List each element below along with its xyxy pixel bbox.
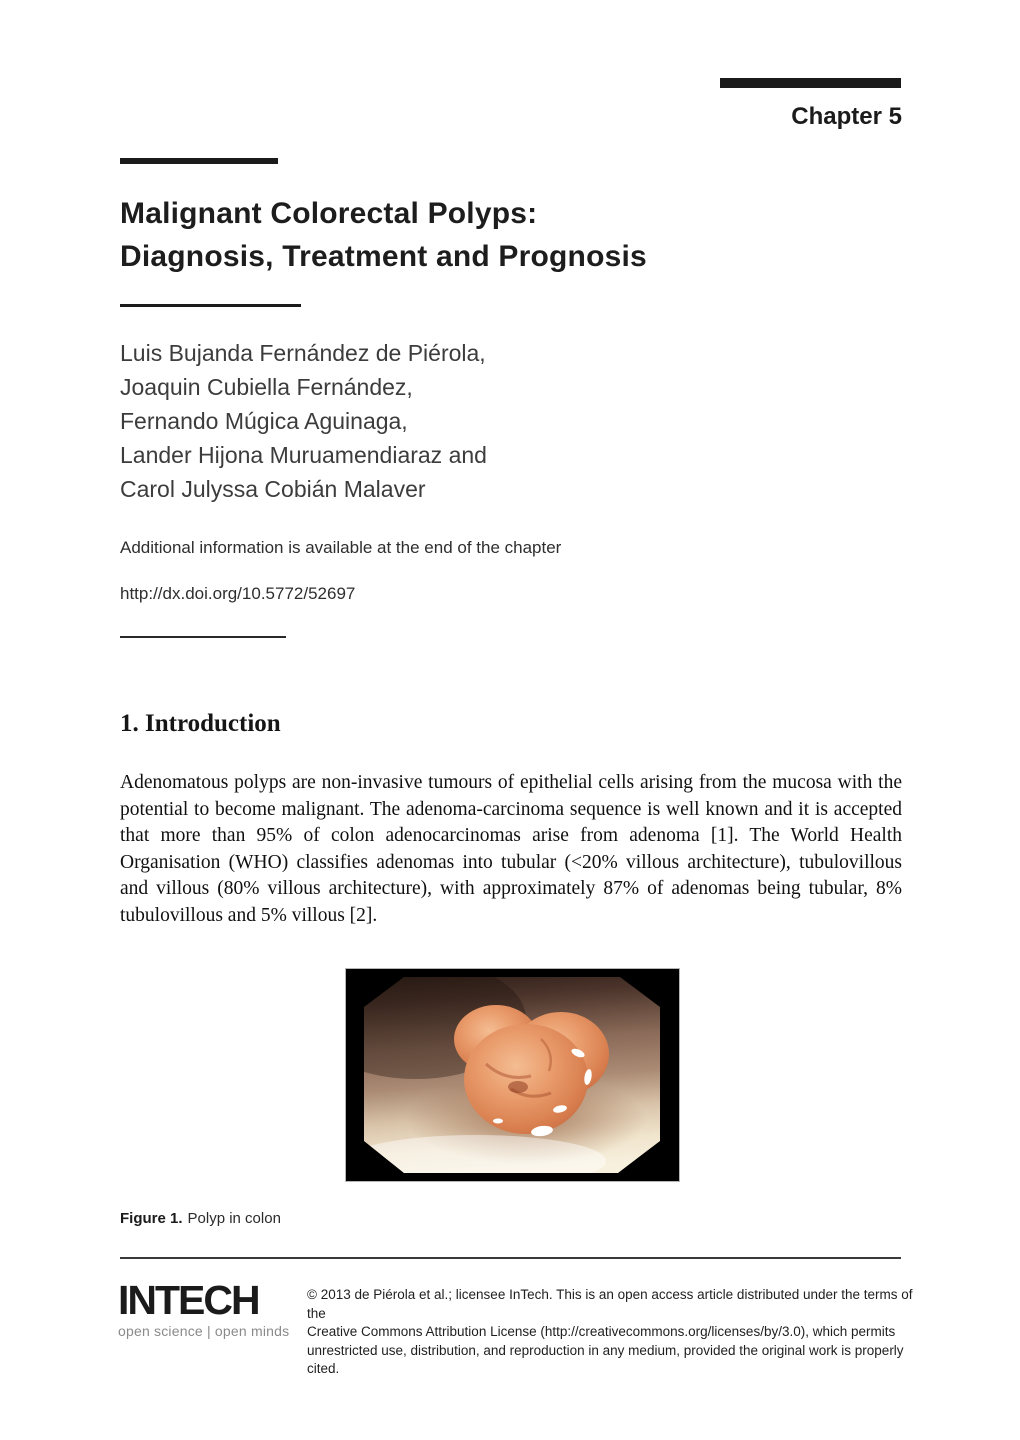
author-name: Joaquin Cubiella Fernández, xyxy=(120,374,413,400)
license-line: unrestricted use, distribution, and reproduction in any medium, provided the original work is properly cited. xyxy=(307,1342,904,1376)
page-title-line1: Malignant Colorectal Polyps: xyxy=(120,197,538,230)
intech-logo xyxy=(118,1278,298,1339)
license-statement xyxy=(307,1286,927,1379)
intech-logo-tagline: open science | open minds xyxy=(118,1323,290,1339)
introduction-paragraph: Adenomatous polyps are non-invasive tumours of epithelial cells arising from the mucosa with the potential to become malignant. The adenoma-carcinoma sequence is well known and it is accepted that more than 95% of colon adenocarcinomas arise from adenoma [1]. The World Health Organisation (WHO) classifies adenomas into tubular (<20% villous architecture), tubulovillous and villous (80% villous architecture), with approximately 87% of adenomas being tubular, 8% tubulovillous and 5% villous [2]. xyxy=(120,772,902,926)
figure-1-image xyxy=(345,968,680,1182)
author-name: Luis Bujanda Fernández de Piérola, xyxy=(120,340,486,366)
footer-rule xyxy=(120,1257,901,1259)
author-list xyxy=(120,336,680,506)
endoscopy-photo xyxy=(346,969,679,1181)
doi-bottom-rule xyxy=(120,636,286,638)
title-top-rule xyxy=(120,158,278,164)
chapter-label: Chapter 5 xyxy=(791,103,902,130)
figure-caption-text: Polyp in colon xyxy=(187,1210,281,1227)
header-rule-bar xyxy=(720,78,901,88)
intech-logo-text: INTECH xyxy=(118,1277,259,1323)
license-line: Creative Commons Attribution License (http://creativecommons.org/licenses/by/3.0), which permits xyxy=(307,1324,896,1339)
section-heading-introduction: 1. Introduction xyxy=(120,710,281,737)
figure-caption xyxy=(120,1210,281,1227)
title-bottom-rule xyxy=(120,304,301,307)
author-name: Fernando Múgica Aguinaga, xyxy=(120,408,408,434)
page-title xyxy=(120,192,820,278)
license-line: © 2013 de Piérola et al.; licensee InTech. This is an open access article distributed under the terms of the xyxy=(307,1287,913,1321)
author-name: Carol Julyssa Cobián Malaver xyxy=(120,476,426,502)
author-name: Lander Hijona Muruamendiaraz and xyxy=(120,442,487,468)
additional-info-note: Additional information is available at the end of the chapter xyxy=(120,538,562,557)
doi-link[interactable]: http://dx.doi.org/10.5772/52697 xyxy=(120,584,356,603)
figure-caption-label: Figure 1. xyxy=(120,1210,183,1227)
page-title-line2: Diagnosis, Treatment and Prognosis xyxy=(120,240,647,273)
